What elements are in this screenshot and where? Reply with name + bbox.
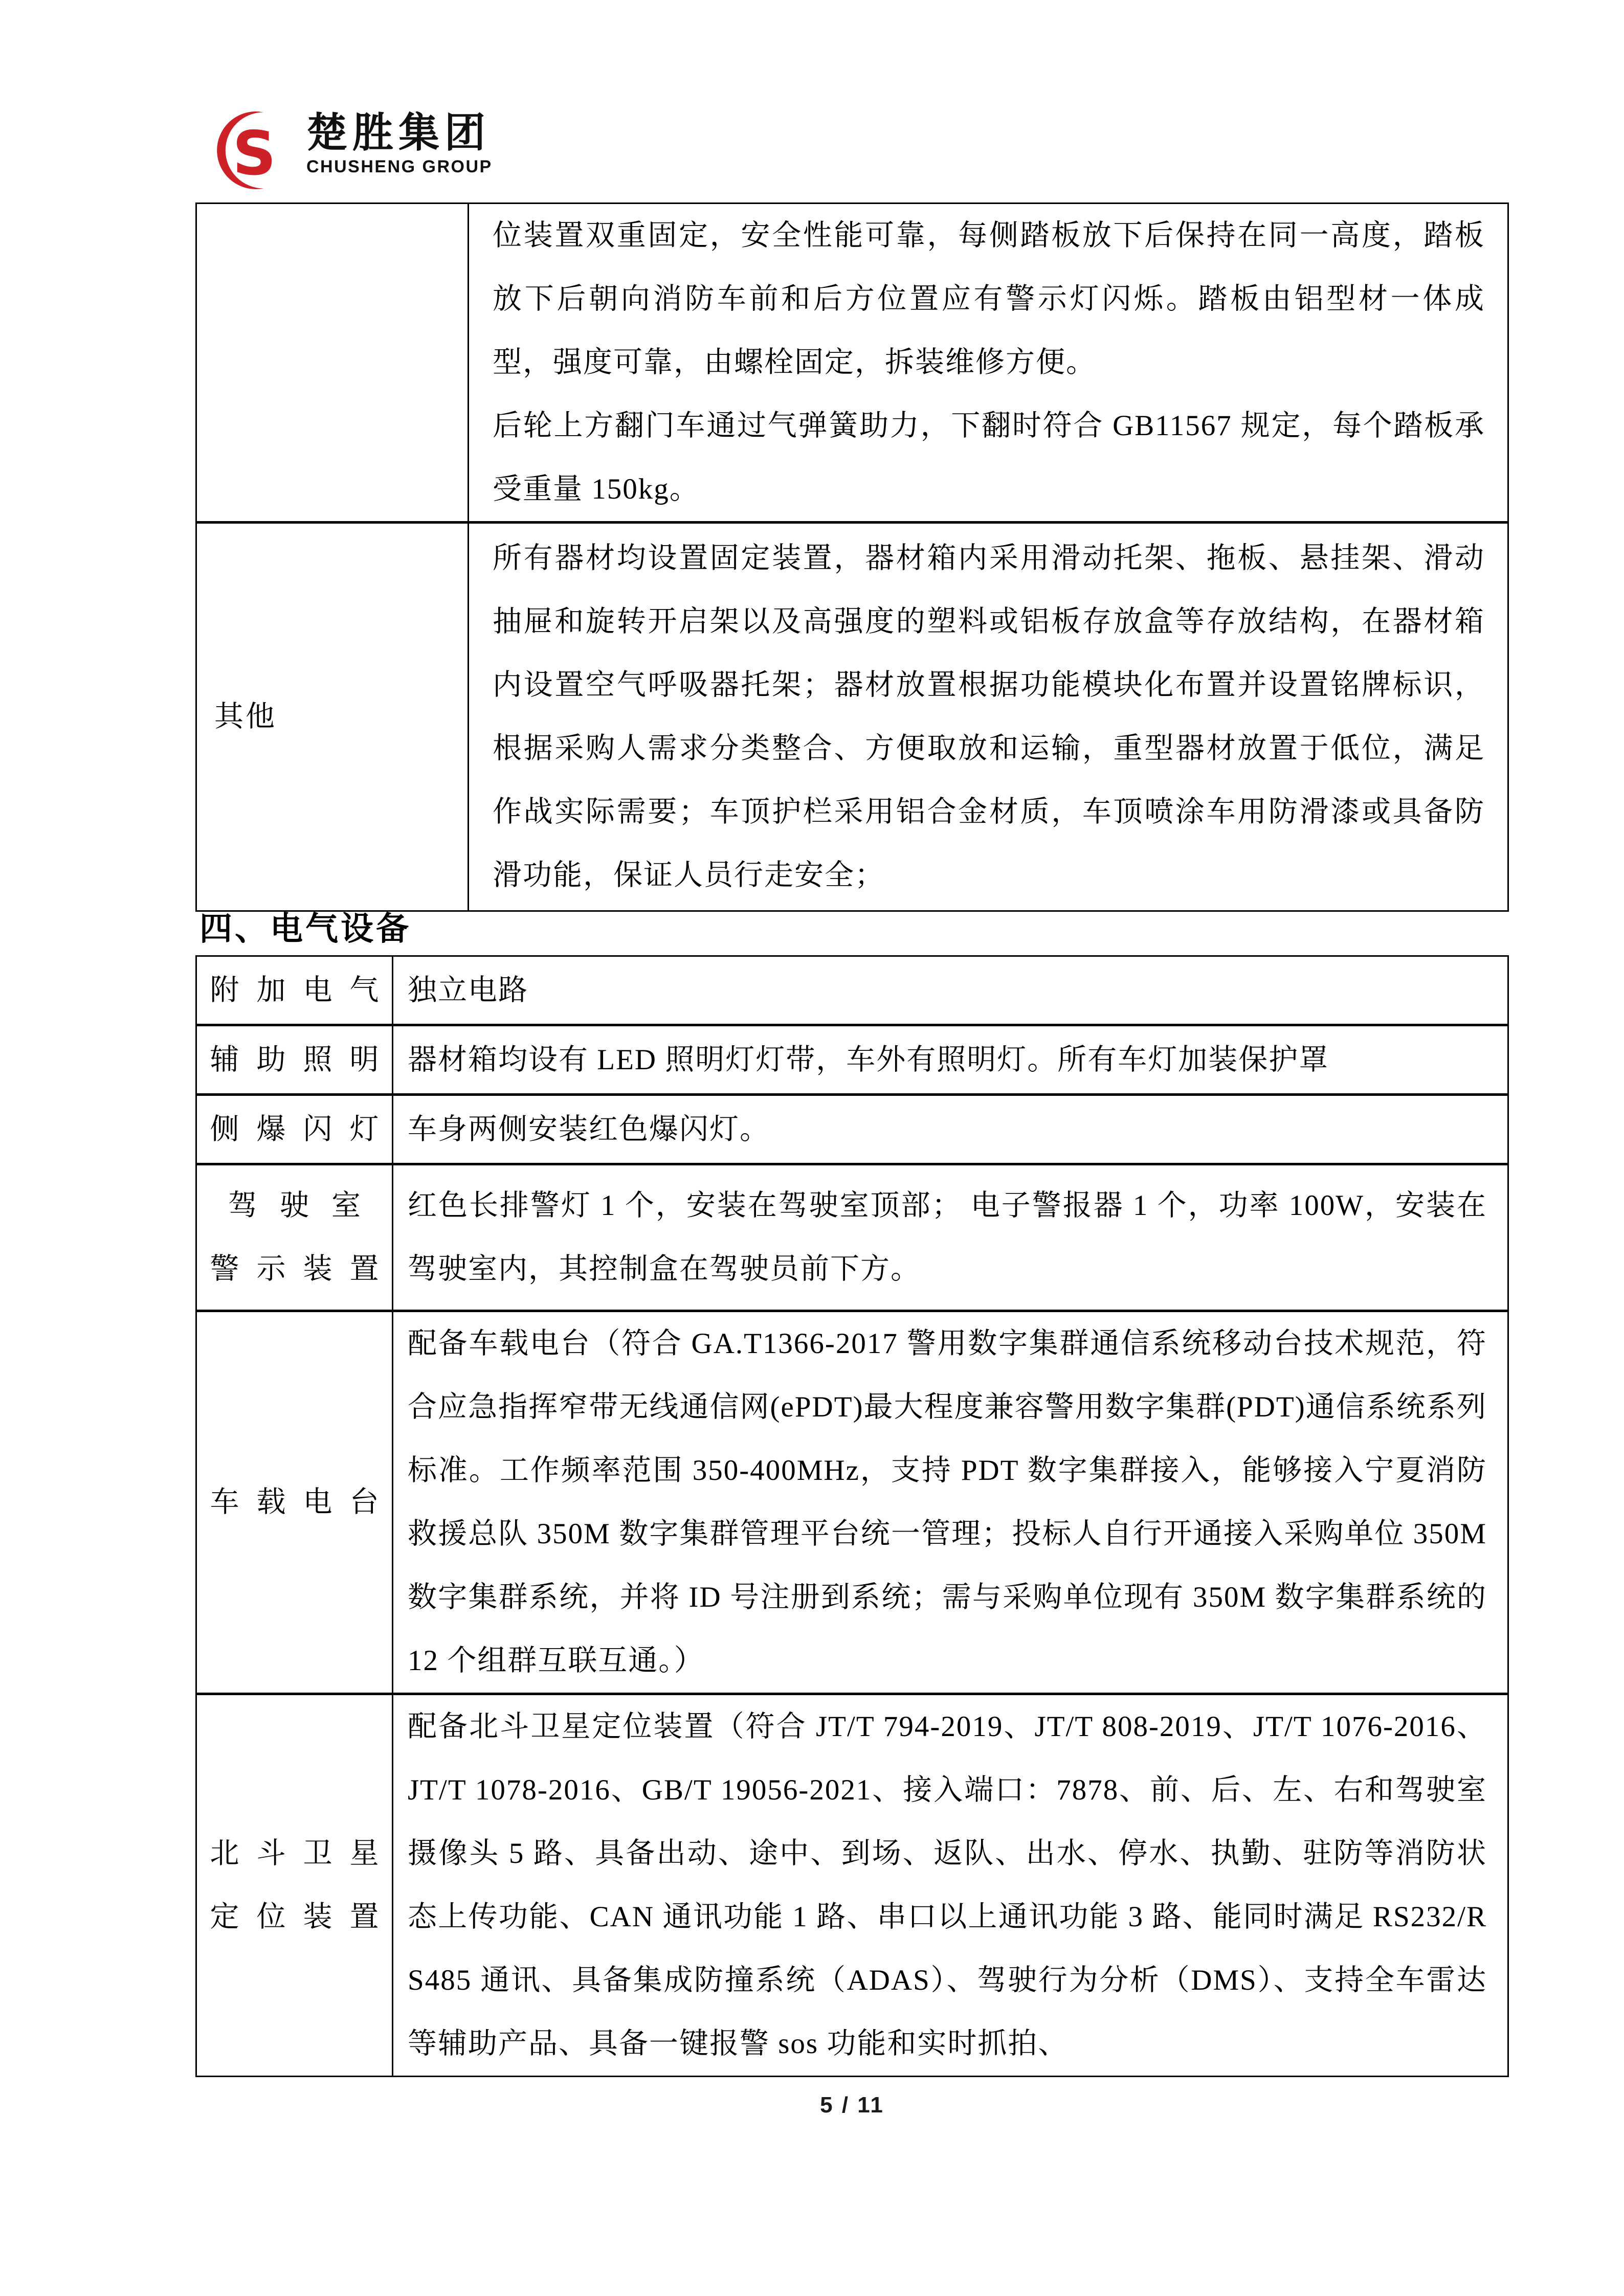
row-label — [196, 1694, 396, 2077]
row-label — [196, 1311, 396, 1694]
paragraph: 所有器材均设置固定装置，器材箱内采用滑动托架、拖板、悬挂架、滑动抽屉和旋转开启架以及高强度的塑料或铝板存放盒等存放结构，在器材箱内设置空气呼吸器托架；器材放置根据功能模块化布置并设置铭牌标识，根据采购人需求分类整合、方便取放和运输，重型器材放置于低位，满足作战实际需要；车顶护栏采用铝合金材质，车顶喷涂车用防滑漆或具备防滑功能，保证人员行走安全； — [493, 542, 1485, 891]
row-label — [196, 1095, 396, 1164]
paragraph: 配备北斗卫星定位装置（符合 JT/T 794-2019、JT/T 808-2019、JT/T 1076-2016、JT/T 1078-2016、GB/T 19056-2021、接入端口：7878、前、后、左、右和驾驶室摄像头 5 路、具备出动、途中、到场、返队、出水、停水、执勤、驻防等消防状态上传功能、CAN 通讯功能 1 路、串口以上通讯功能 3 路、能同时满足 RS232/RS485 通讯、具备集成防撞系统（ADAS）、驾驶行为分析（DMS）、支持全车雷达等辅助产品、具备一键报警 sos 功能和实时抓拍、 — [408, 1710, 1487, 2060]
page-number: 5 / 11 — [820, 2092, 884, 2118]
table-row — [196, 956, 1508, 1025]
row-label — [196, 956, 396, 1025]
paragraph: 车身两侧安装红色爆闪灯。 — [408, 1113, 770, 1145]
table-row — [196, 523, 1508, 911]
row-label-text: 警示装置 — [210, 1253, 396, 1285]
paragraph: 后轮上方翻门车通过气弹簧助力，下翻时符合 GB11567 规定，每个踏板承受重量 150kg。 — [493, 410, 1485, 505]
logo-company-name-cn: 楚胜集团 — [306, 110, 491, 155]
section-heading: 四、电气设备 — [199, 910, 411, 947]
row-label-text: 北斗卫星 — [210, 1837, 396, 1870]
table-row — [196, 1025, 1508, 1095]
row-label-text: 定位装置 — [210, 1901, 396, 1933]
company-logo — [212, 111, 493, 189]
row-content — [393, 1164, 1508, 1311]
equipment-spec-table — [195, 202, 1509, 912]
row-content — [393, 1694, 1508, 2077]
row-content — [393, 1095, 1508, 1164]
paragraph: 位装置双重固定，安全性能可靠，每侧踏板放下后保持在同一高度，踏板放下后朝向消防车前和后方位置应有警示灯闪烁。踏板由铝型材一体成型，强度可靠，由螺栓固定，拆装维修方便。 — [493, 219, 1485, 378]
logo-text-block — [306, 111, 493, 177]
table-row — [196, 1164, 1508, 1311]
row-content — [393, 956, 1508, 1025]
row-label: 其他 — [196, 523, 469, 911]
paragraph: 配备车载电台（符合 GA.T1366-2017 警用数字集群通信系统移动台技术规范，符合应急指挥窄带无线通信网(ePDT)最大程度兼容警用数字集群(PDT)通信系统系列标准。工作频率范围 350-400MHz，支持 PDT 数字集群接入，能够接入宁夏消防救援总队 350M 数字集群管理平台统一管理；投标人自行开通接入采购单位 350M 数字集群系统，并将 ID 号注册到系统；需与采购单位现有 350M 数字集群系统的 12 个组群互联互通。） — [408, 1327, 1487, 1677]
table-row — [196, 1694, 1508, 2077]
row-content — [469, 204, 1508, 523]
row-label-empty — [196, 204, 469, 523]
row-label-text: 辅助照明 — [210, 1043, 396, 1076]
chusheng-logo-icon — [212, 111, 293, 189]
row-label-text: 驾驶室 — [228, 1189, 383, 1222]
row-label — [196, 1025, 396, 1095]
row-content — [393, 1025, 1508, 1095]
paragraph: 红色长排警灯 1 个，安装在驾驶室顶部； 电子警报器 1 个，功率 100W，安装在驾驶室内，其控制盒在驾驶员前下方。 — [408, 1189, 1487, 1285]
svg-text:S: S — [232, 118, 276, 189]
row-label-text: 车载电台 — [210, 1486, 396, 1518]
row-label-text: 侧爆闪灯 — [210, 1113, 396, 1145]
paragraph: 独立电路 — [408, 974, 528, 1006]
row-content — [469, 523, 1508, 911]
logo-company-name-en: CHUSHENG GROUP — [306, 157, 493, 176]
row-label-text: 附加电气 — [210, 974, 396, 1006]
table-row — [196, 204, 1508, 523]
table-row — [196, 1095, 1508, 1164]
electrical-equipment-table — [195, 955, 1509, 2077]
row-content — [393, 1311, 1508, 1694]
table-row — [196, 1311, 1508, 1694]
row-label — [196, 1164, 396, 1311]
paragraph: 器材箱均设有 LED 照明灯灯带，车外有照明灯。所有车灯加装保护罩 — [408, 1043, 1329, 1076]
